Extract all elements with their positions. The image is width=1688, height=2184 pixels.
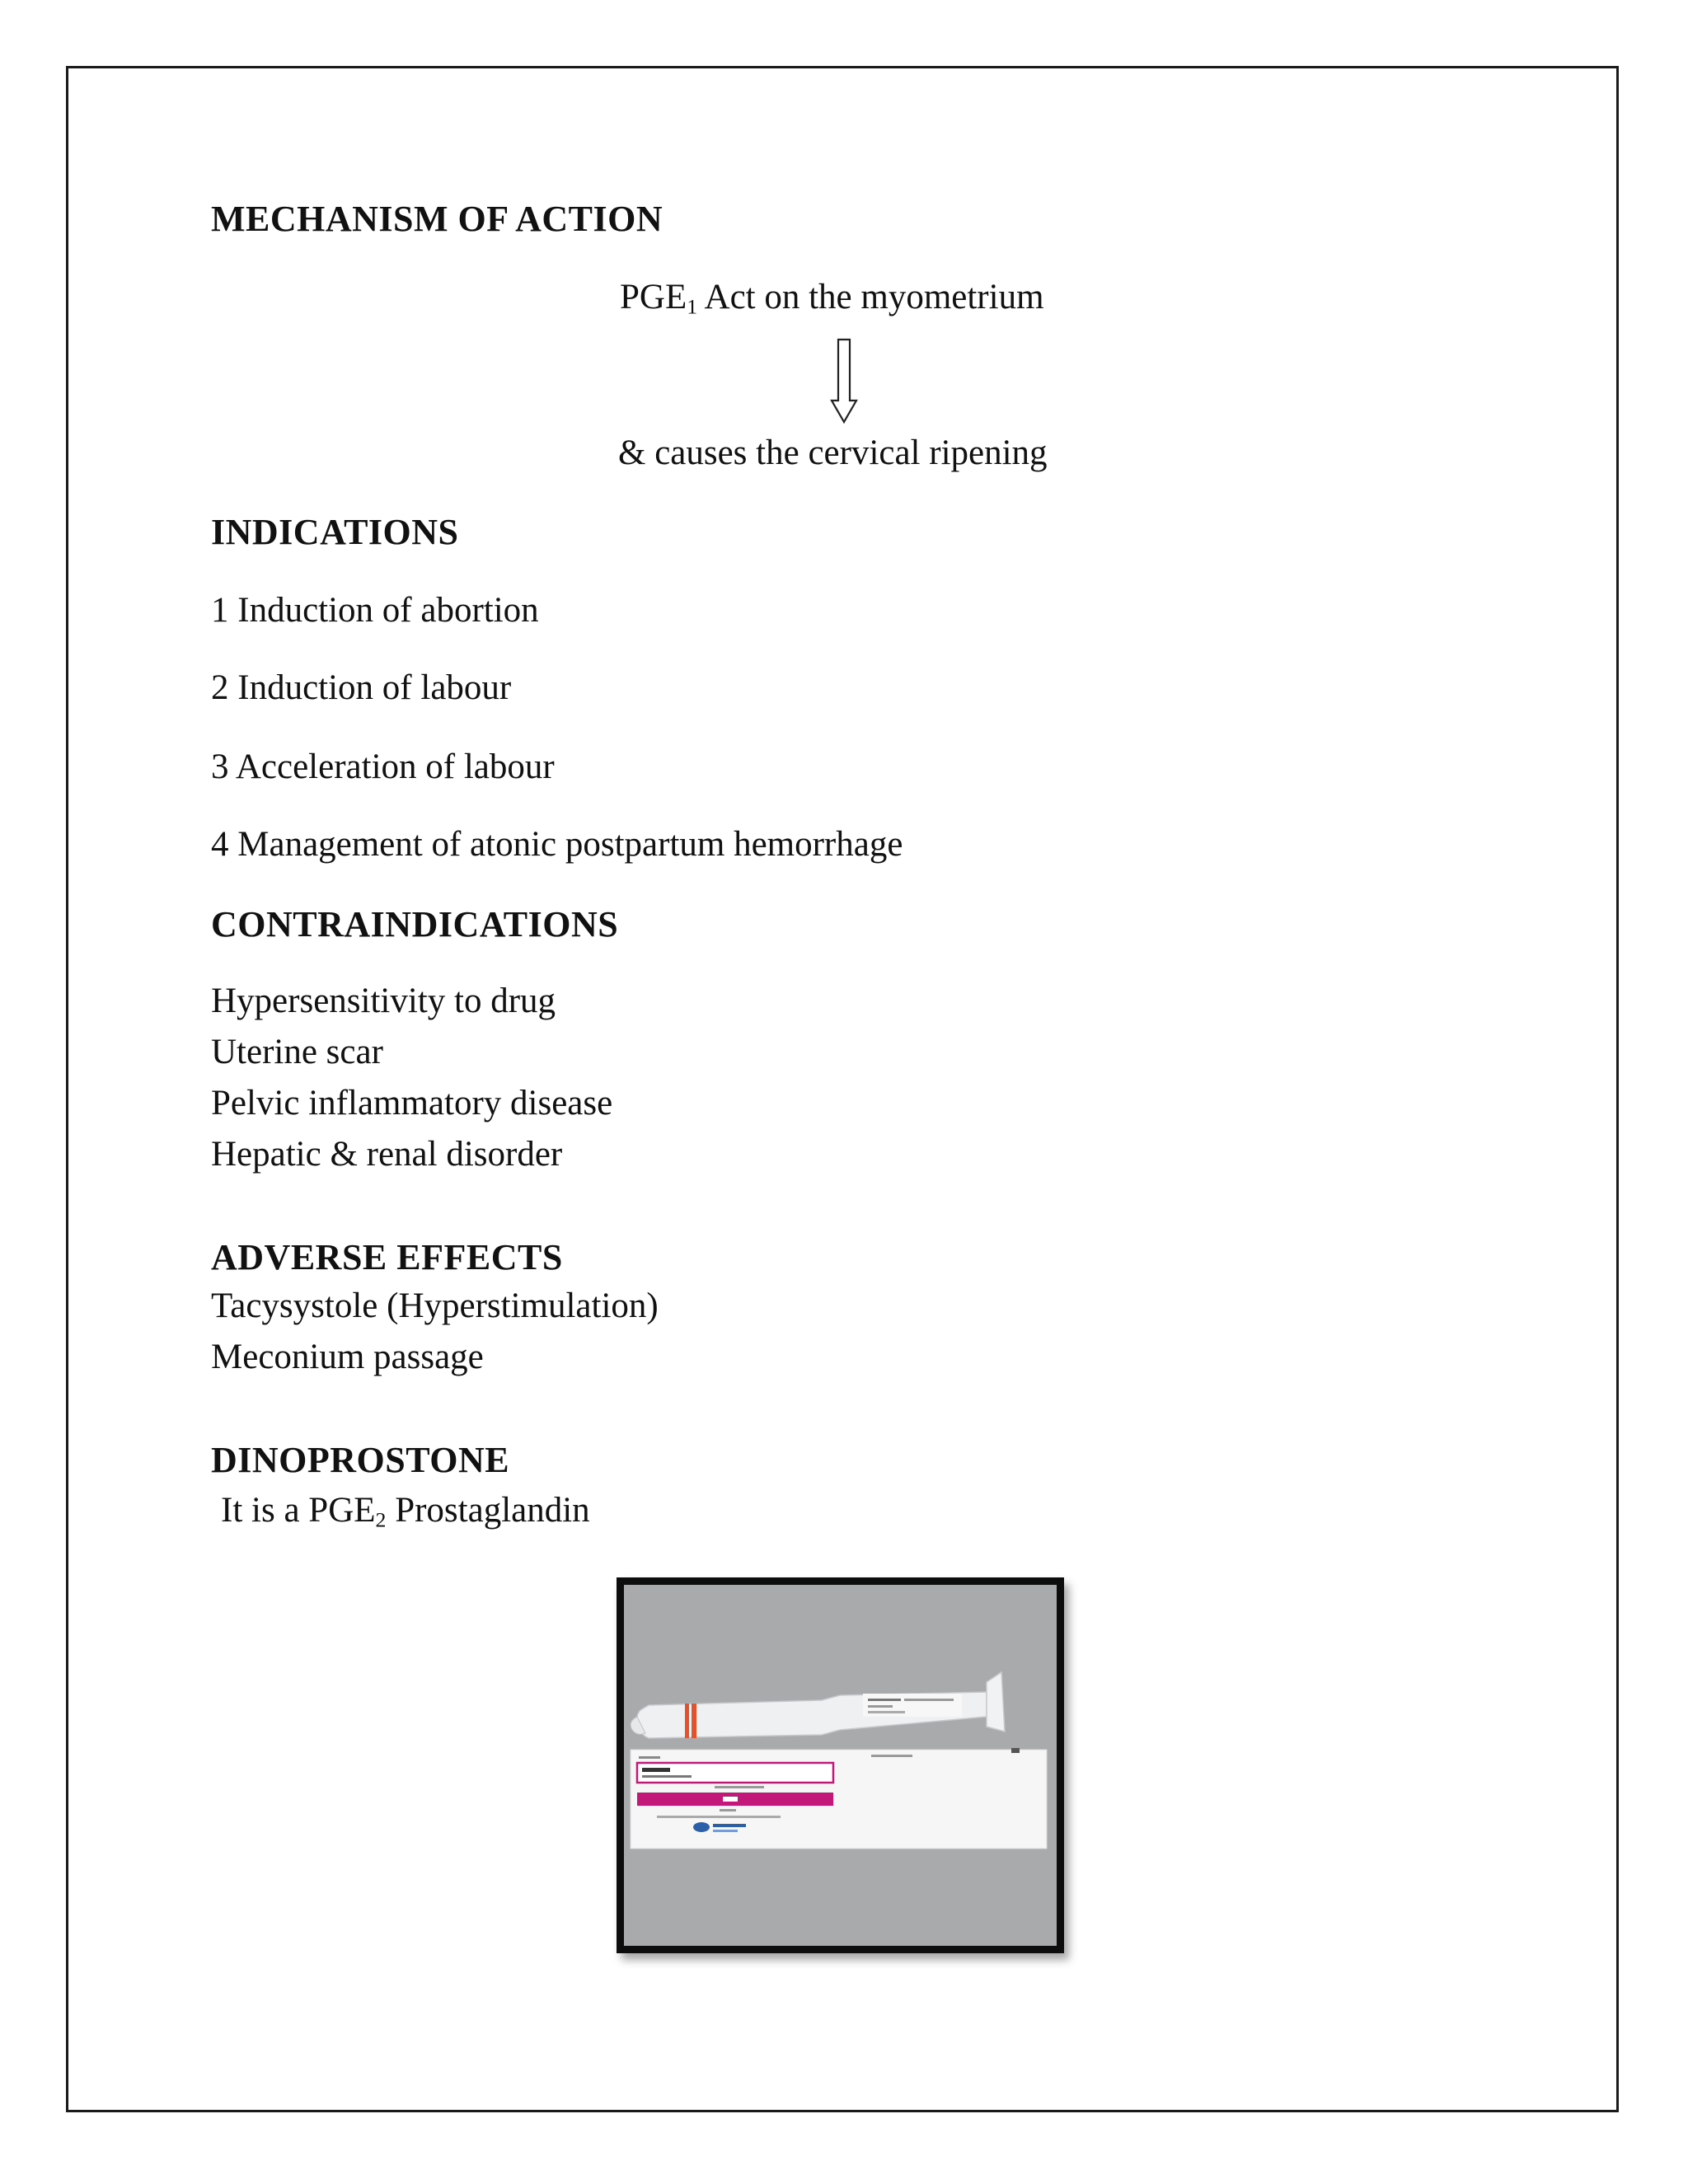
indication-item: 1 Induction of abortion xyxy=(211,591,539,630)
dinoprostone-description xyxy=(221,1490,590,1530)
indication-item: 4 Management of atonic postpartum hemorrhage xyxy=(211,825,903,864)
dinoprostone-description-suffix: Prostaglandin xyxy=(386,1491,590,1530)
indication-item: 3 Acceleration of labour xyxy=(211,748,555,786)
adverse-effects-heading: ADVERSE EFFECTS xyxy=(211,1237,563,1277)
contraindications-heading: CONTRAINDICATIONS xyxy=(211,904,619,944)
contraindication-item: Uterine scar xyxy=(211,1033,383,1071)
contraindication-item: Pelvic inflammatory disease xyxy=(211,1084,613,1122)
dinoprostone-heading: DINOPROSTONE xyxy=(211,1440,510,1480)
product-photo xyxy=(617,1577,1064,1953)
mechanism-heading: MECHANISM OF ACTION xyxy=(211,199,663,239)
indications-heading: INDICATIONS xyxy=(211,512,459,552)
mechanism-line-1 xyxy=(620,277,1044,317)
mechanism-line-1-subscript: 1 xyxy=(687,294,698,319)
dinoprostone-description-subscript: 2 xyxy=(375,1507,387,1532)
adverse-effect-item: Tacysystole (Hyperstimulation) xyxy=(211,1286,659,1325)
mechanism-line-2: & causes the cervical ripening xyxy=(618,434,1048,472)
mechanism-line-1-prefix: PGE xyxy=(620,278,687,316)
adverse-effect-item: Meconium passage xyxy=(211,1338,484,1376)
down-arrow-icon xyxy=(829,338,859,425)
contraindication-item: Hypersensitivity to drug xyxy=(211,982,556,1020)
dinoprostone-gel-syringe-image xyxy=(624,1585,1057,1946)
indication-item: 2 Induction of labour xyxy=(211,668,512,707)
contraindication-item: Hepatic & renal disorder xyxy=(211,1135,563,1174)
dinoprostone-description-prefix: It is a PGE xyxy=(221,1491,376,1530)
mechanism-line-1-suffix: Act on the myometrium xyxy=(697,278,1044,316)
